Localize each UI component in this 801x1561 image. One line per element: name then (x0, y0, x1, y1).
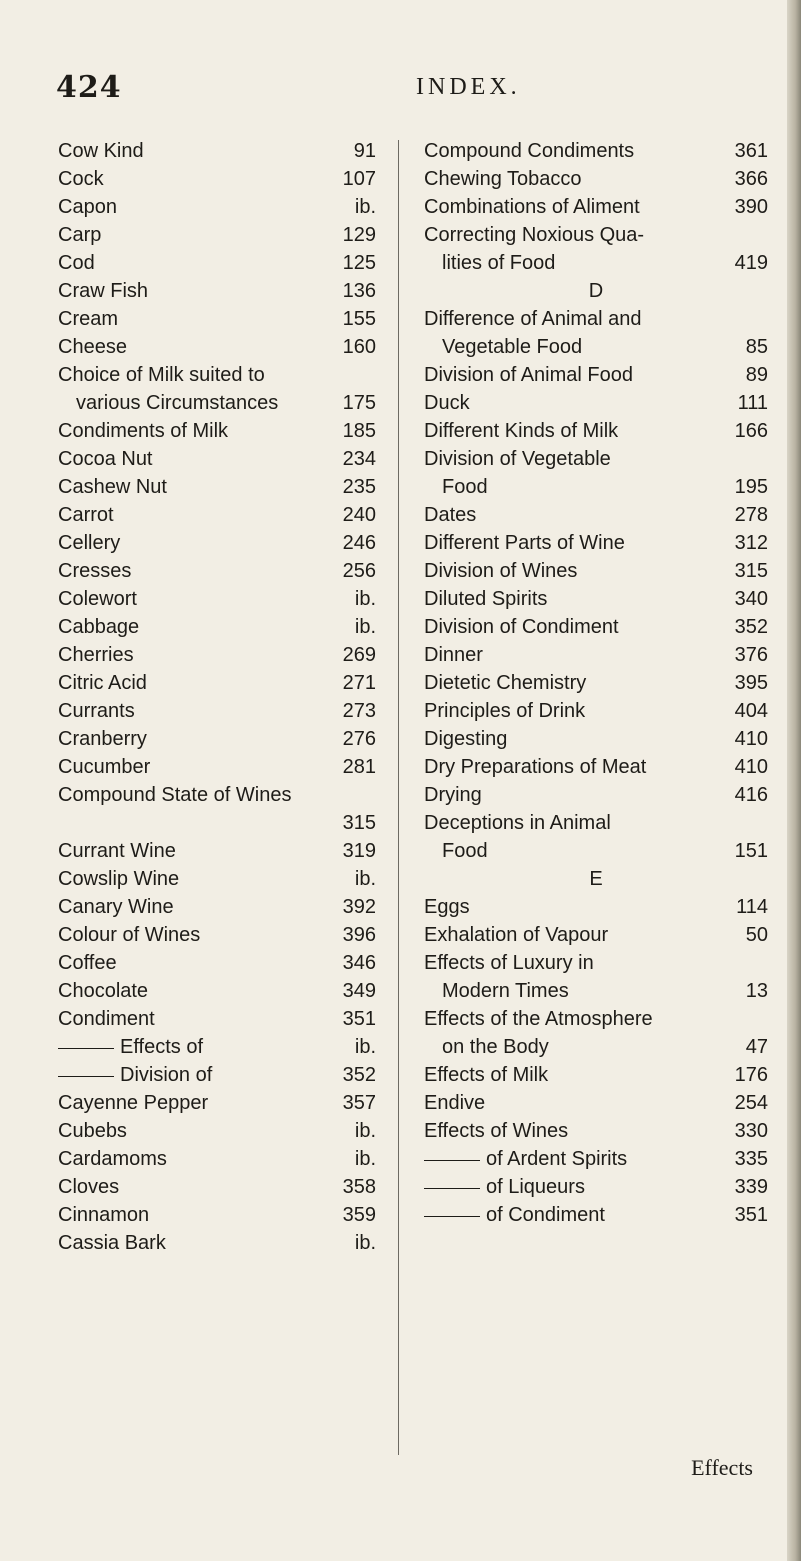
index-entry (424, 949, 768, 977)
entry-page-ref: 376 (734, 644, 768, 666)
section-letter: D (588, 280, 604, 302)
entry-term: Principles of Drink (424, 700, 586, 722)
index-entry (58, 1033, 376, 1061)
entry-term: of Condiment (486, 1204, 605, 1226)
entry-page-ref: 276 (342, 728, 376, 750)
index-entry (58, 893, 376, 921)
entry-page-ref: 269 (342, 644, 376, 666)
index-entry (58, 837, 376, 865)
entry-page-ref: ib. (354, 1232, 376, 1254)
index-entry (58, 221, 376, 249)
entry-page-ref: 254 (734, 1092, 768, 1114)
entry-term: Chocolate (58, 980, 149, 1002)
entry-page-ref: 281 (342, 756, 376, 778)
index-entry (424, 1117, 768, 1145)
entry-term: Dry Preparations of Meat (424, 756, 647, 778)
entry-page-ref: 114 (736, 896, 768, 918)
entry-page-ref: ib. (354, 616, 376, 638)
index-entry (424, 1033, 768, 1061)
entry-page-ref: 392 (342, 896, 376, 918)
entry-term: Compound Condiments (424, 140, 635, 162)
entry-page-ref: 335 (734, 1148, 768, 1170)
entry-term: Dates (424, 504, 477, 526)
entry-term: Eggs (424, 896, 470, 918)
column-divider (398, 140, 399, 1455)
entry-page-ref: 195 (734, 476, 768, 498)
entry-page-ref: 185 (342, 420, 376, 442)
index-entry (58, 865, 376, 893)
catchword: Effects (691, 1455, 753, 1480)
index-entry (58, 641, 376, 669)
entry-page-ref: ib. (354, 1148, 376, 1170)
index-entry (424, 1173, 768, 1201)
entry-page-ref: 396 (342, 924, 376, 946)
index-entry (424, 837, 768, 865)
entry-page-ref: 410 (734, 728, 768, 750)
entry-term: Cabbage (58, 616, 140, 638)
entry-page-ref: 312 (734, 532, 768, 554)
entry-term: Cherries (58, 644, 134, 666)
entry-page-ref: 176 (734, 1064, 768, 1086)
entry-page-ref: 246 (342, 532, 376, 554)
entry-term: Cellery (58, 532, 121, 554)
entry-page-ref: 107 (342, 168, 376, 190)
running-head: INDEX. (416, 74, 521, 100)
index-entry (424, 501, 768, 529)
entry-term: Division of Condiment (424, 616, 619, 638)
index-entry (424, 445, 768, 473)
entry-term: Condiment (58, 1008, 155, 1030)
entry-term: Canary Wine (58, 896, 174, 918)
entry-page-ref: 89 (745, 364, 768, 386)
entry-page-ref: 352 (342, 1064, 376, 1086)
index-entry (58, 949, 376, 977)
ditto-rule (58, 1048, 114, 1049)
index-entry (58, 305, 376, 333)
index-entry (58, 977, 376, 1005)
index-entry (424, 977, 768, 1005)
page-number: 424 (56, 70, 122, 105)
entry-page-ref: 315 (734, 560, 768, 582)
index-entry (58, 529, 376, 557)
ditto-rule (424, 1160, 480, 1161)
index-entry (58, 1005, 376, 1033)
index-entry (424, 1061, 768, 1089)
index-entry (58, 389, 376, 417)
entry-page-ref: 349 (342, 980, 376, 1002)
entry-term: Chewing Tobacco (424, 168, 582, 190)
entry-term: Cowslip Wine (58, 868, 180, 890)
entry-term: Cocoa Nut (58, 448, 153, 470)
index-entry (58, 921, 376, 949)
section-letter: E (589, 868, 603, 890)
entry-term: Cubebs (58, 1120, 127, 1142)
index-entry (424, 473, 768, 501)
entry-term: Different Kinds of Milk (424, 420, 619, 442)
entry-term: Cassia Bark (58, 1232, 166, 1254)
entry-page-ref: 339 (734, 1176, 768, 1198)
entry-page-ref: 351 (734, 1204, 768, 1226)
entry-page-ref: 404 (734, 700, 768, 722)
entry-term: Cresses (58, 560, 132, 582)
entry-term: Cock (58, 168, 104, 190)
index-entry (424, 669, 768, 697)
entry-page-ref: 395 (734, 672, 768, 694)
entry-page-ref: 340 (734, 588, 768, 610)
entry-page-ref: 315 (342, 812, 376, 834)
entry-term: Carp (58, 224, 102, 246)
entry-term: Division of (120, 1064, 213, 1086)
index-entry (424, 333, 768, 361)
entry-page-ref: 359 (342, 1204, 376, 1226)
entry-term: on the Body (442, 1036, 549, 1058)
entry-term: Drying (424, 784, 482, 806)
index-entry (58, 165, 376, 193)
entry-term: Modern Times (442, 980, 569, 1002)
entry-page-ref: 151 (734, 840, 768, 862)
entry-term: Effects of Milk (424, 1064, 549, 1086)
entry-term: Currants (58, 700, 135, 722)
entry-term: Choice of Milk suited to (58, 364, 265, 386)
index-entry (58, 1173, 376, 1201)
entry-page-ref: 175 (342, 392, 376, 414)
entry-page-ref: ib. (354, 868, 376, 890)
index-entry (58, 1089, 376, 1117)
index-entry (424, 1145, 768, 1173)
index-entry (58, 1117, 376, 1145)
entry-term: Cheese (58, 336, 127, 358)
entry-page-ref: 240 (342, 504, 376, 526)
index-entry (424, 1201, 768, 1229)
entry-page-ref: 419 (734, 252, 768, 274)
index-entry (424, 921, 768, 949)
index-entry (58, 809, 376, 837)
index-entry (424, 221, 768, 249)
entry-page-ref: 256 (342, 560, 376, 582)
index-entry (424, 137, 768, 165)
entry-term: lities of Food (442, 252, 556, 274)
entry-page-ref: 160 (342, 336, 376, 358)
entry-page-ref: 166 (734, 420, 768, 442)
entry-page-ref: 416 (734, 784, 768, 806)
index-entry (424, 389, 768, 417)
index-entry (58, 193, 376, 221)
entry-page-ref: 346 (342, 952, 376, 974)
entry-term: Duck (424, 392, 470, 414)
entry-page-ref: 136 (342, 280, 376, 302)
index-entry (58, 501, 376, 529)
entry-term: Condiments of Milk (58, 420, 229, 442)
index-column-right (424, 137, 768, 1229)
entry-term: Food (442, 840, 488, 862)
entry-term: Diluted Spirits (424, 588, 548, 610)
entry-term: Correcting Noxious Qua- (424, 224, 645, 246)
index-entry (58, 1061, 376, 1089)
page-header (56, 70, 746, 110)
entry-term: Cod (58, 252, 95, 274)
index-entry (424, 753, 768, 781)
entry-page-ref: 319 (342, 840, 376, 862)
index-entry (424, 249, 768, 277)
entry-page-ref: 50 (745, 924, 768, 946)
index-entry (58, 361, 376, 389)
entry-term: Combinations of Aliment (424, 196, 640, 218)
entry-page-ref: 155 (342, 308, 376, 330)
entry-page-ref: 410 (734, 756, 768, 778)
index-entry (58, 1229, 376, 1257)
entry-page-ref: 361 (734, 140, 768, 162)
index-entry (424, 417, 768, 445)
entry-page-ref: 273 (342, 700, 376, 722)
entry-term: Division of Animal Food (424, 364, 633, 386)
entry-term: Cinnamon (58, 1204, 150, 1226)
index-entry (424, 1089, 768, 1117)
index-entry (58, 557, 376, 585)
index-entry (58, 249, 376, 277)
index-entry (424, 165, 768, 193)
entry-term: Currant Wine (58, 840, 176, 862)
index-entry (424, 725, 768, 753)
index-entry (424, 809, 768, 837)
index-entry (58, 473, 376, 501)
index-entry (58, 445, 376, 473)
index-entry (58, 781, 376, 809)
index-entry (58, 753, 376, 781)
entry-term: Capon (58, 196, 117, 218)
entry-term: Cashew Nut (58, 476, 167, 498)
entry-term: Deceptions in Animal (424, 812, 611, 834)
index-entry (58, 277, 376, 305)
index-entry (424, 781, 768, 809)
entry-term: Effects of the Atmosphere (424, 1008, 653, 1030)
entry-term: Carrot (58, 504, 114, 526)
ditto-rule (424, 1216, 480, 1217)
index-entry (58, 585, 376, 613)
entry-term: Effects of Wines (424, 1120, 569, 1142)
index-entry (424, 613, 768, 641)
entry-term: Cayenne Pepper (58, 1092, 209, 1114)
entry-page-ref: 234 (342, 448, 376, 470)
entry-term: Digesting (424, 728, 508, 750)
entry-page-ref: 352 (734, 616, 768, 638)
index-column-left (58, 137, 376, 1257)
index-entry (58, 697, 376, 725)
index-entry (424, 585, 768, 613)
index-entry (58, 1201, 376, 1229)
entry-term: Dinner (424, 644, 483, 666)
entry-term: Cranberry (58, 728, 147, 750)
entry-page-ref: 91 (353, 140, 376, 162)
index-entry (58, 725, 376, 753)
entry-term: Compound State of Wines (58, 784, 292, 806)
entry-term: Colewort (58, 588, 137, 610)
entry-term: Citric Acid (58, 672, 147, 694)
index-entry (424, 893, 768, 921)
index-entry (424, 193, 768, 221)
entry-term: Exhalation of Vapour (424, 924, 609, 946)
entry-term: Difference of Animal and (424, 308, 642, 330)
entry-term: Craw Fish (58, 280, 149, 302)
entry-term: Endive (424, 1092, 486, 1114)
entry-term: of Liqueurs (486, 1176, 585, 1198)
entry-term: Cow Kind (58, 140, 144, 162)
index-entry (424, 557, 768, 585)
entry-term: Division of Vegetable (424, 448, 611, 470)
entry-page-ref: 13 (745, 980, 768, 1002)
entry-page-ref: 129 (342, 224, 376, 246)
entry-page-ref: 390 (734, 196, 768, 218)
index-entry (424, 641, 768, 669)
entry-term: Vegetable Food (442, 336, 583, 358)
entry-term: Cloves (58, 1176, 120, 1198)
entry-page-ref: 366 (734, 168, 768, 190)
entry-term: Dietetic Chemistry (424, 672, 587, 694)
entry-page-ref: 358 (342, 1176, 376, 1198)
entry-page-ref: 330 (734, 1120, 768, 1142)
index-entry (424, 697, 768, 725)
entry-page-ref: 125 (342, 252, 376, 274)
entry-page-ref: ib. (354, 196, 376, 218)
ditto-rule (58, 1076, 114, 1077)
entry-term: Division of Wines (424, 560, 578, 582)
entry-page-ref: ib. (354, 1120, 376, 1142)
entry-page-ref: ib. (354, 1036, 376, 1058)
entry-page-ref: 47 (745, 1036, 768, 1058)
entry-term: of Ardent Spirits (486, 1148, 628, 1170)
entry-term: Cream (58, 308, 119, 330)
entry-term: Effects of (120, 1036, 204, 1058)
ditto-rule (424, 1188, 480, 1189)
entry-page-ref: 85 (745, 336, 768, 358)
entry-page-ref: 351 (342, 1008, 376, 1030)
page-edge-shadow (787, 0, 801, 1561)
entry-page-ref: 235 (342, 476, 376, 498)
index-entry (58, 669, 376, 697)
entry-page-ref: 271 (342, 672, 376, 694)
entry-term: Coffee (58, 952, 117, 974)
entry-term: Cucumber (58, 756, 151, 778)
entry-term: Food (442, 476, 488, 498)
entry-term: Different Parts of Wine (424, 532, 625, 554)
entry-page-ref: 357 (342, 1092, 376, 1114)
index-entry (58, 137, 376, 165)
entry-page-ref: 111 (737, 392, 768, 414)
entry-term: Colour of Wines (58, 924, 201, 946)
entry-page-ref: 278 (734, 504, 768, 526)
index-entry (58, 1145, 376, 1173)
index-entry (58, 613, 376, 641)
entry-page-ref: ib. (354, 588, 376, 610)
entry-term: various Circumstances (76, 392, 279, 414)
index-entry (424, 361, 768, 389)
index-entry (424, 1005, 768, 1033)
index-entry (58, 417, 376, 445)
entry-term: Effects of Luxury in (424, 952, 594, 974)
entry-term: Cardamoms (58, 1148, 167, 1170)
index-entry (424, 305, 768, 333)
index-entry (58, 333, 376, 361)
index-entry (424, 529, 768, 557)
